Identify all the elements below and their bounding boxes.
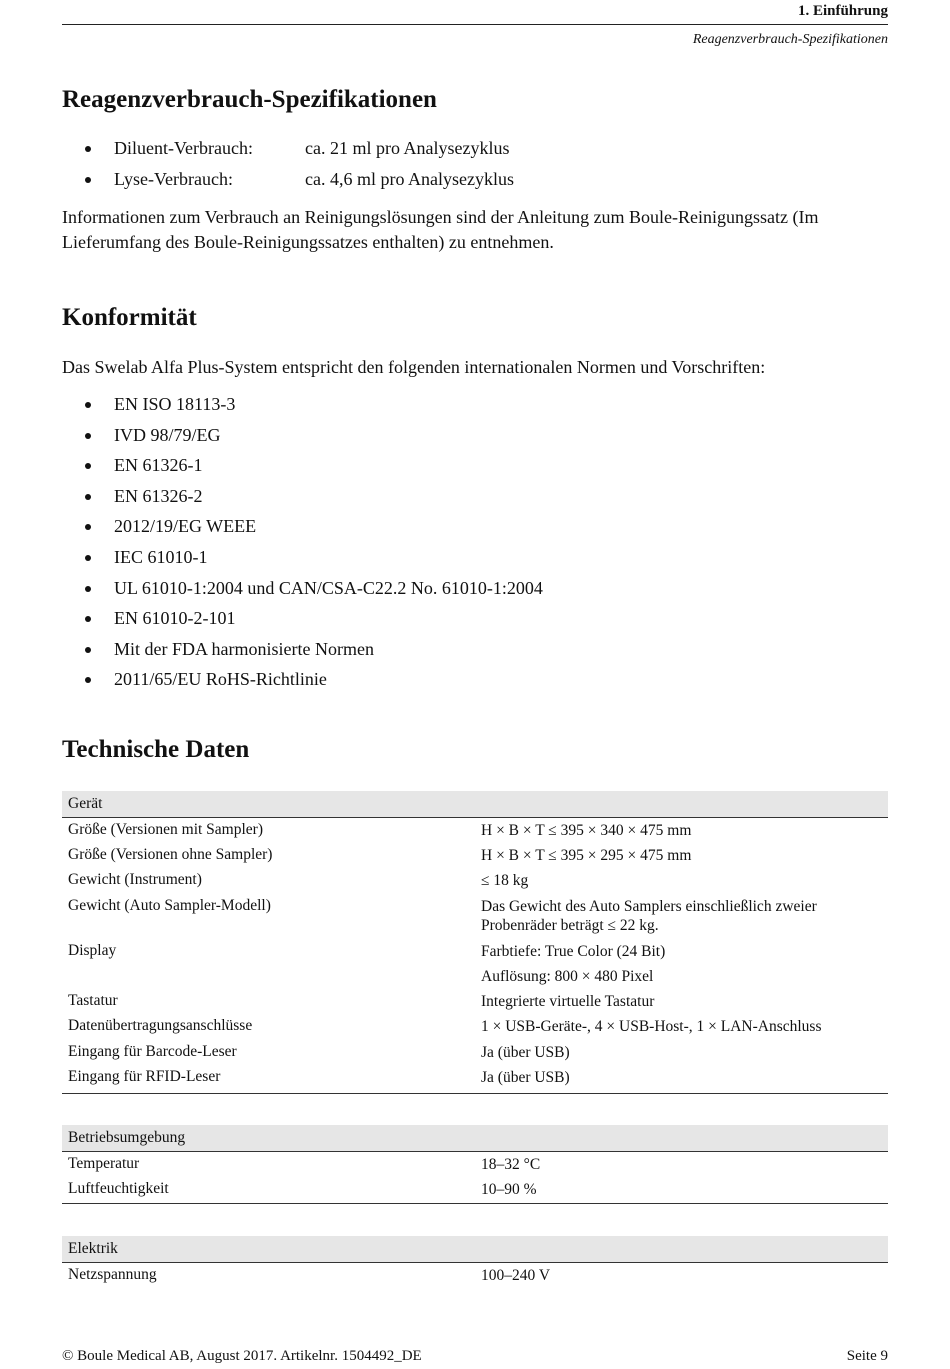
header-rule — [62, 24, 888, 25]
footer-copyright: © Boule Medical AB, August 2017. Artikelnr. 1504492_DE — [62, 1348, 422, 1364]
table-row: Tastatur Integrierte virtuelle Tastatur — [68, 992, 655, 1010]
bullet-icon — [85, 647, 91, 653]
environment-table — [62, 1125, 888, 1204]
technical-heading: Technische Daten — [62, 736, 250, 763]
table-row: Luftfeuchtigkeit 10–90 % — [62, 1177, 888, 1204]
table-row: Netzspannung 100–240 V — [68, 1266, 551, 1284]
table-row: Display Farbtiefe: True Color (24 Bit) — [68, 942, 666, 960]
device-table — [62, 791, 888, 1094]
bullet-icon — [85, 433, 91, 439]
reagent-note: Informationen zum Verbrauch an Reinigungslösungen sind der Anleitung zum Boule-Reinigungssatz (Im Lieferumfang des Boule-Reinigungssatzes enthalten) zu entnehmen. — [62, 207, 819, 252]
bullet-icon — [85, 555, 91, 561]
table-row: Temperatur 18–32 °C — [68, 1155, 541, 1173]
table-row: Gewicht (Instrument) ≤ 18 kg — [68, 871, 529, 889]
table-row: Gewicht (Auto Sampler-Modell) Das Gewicht des Auto Samplers einschließlich zweier Probenräder beträgt ≤ 22 kg. — [68, 897, 817, 934]
bullet-icon — [85, 524, 91, 530]
conformity-heading: Konformität — [62, 304, 197, 331]
page-number: Seite 9 — [846, 1348, 888, 1364]
conformity-intro: Das Swelab Alfa Plus-System entspricht den folgenden internationalen Normen und Vorschriften: — [62, 357, 766, 377]
environment-table-heading: Betriebsumgebung — [62, 1125, 888, 1152]
bullet-icon — [85, 402, 91, 408]
running-header-section: Reagenzverbrauch-Spezifikationen — [692, 32, 888, 47]
table-row: Eingang für RFID-Leser Ja (über USB) — [62, 1065, 888, 1094]
table-row: Größe (Versionen mit Sampler) H × B × T ≤ 395 × 340 × 475 mm — [68, 821, 692, 839]
table-row: Auflösung: 800 × 480 Pixel — [481, 968, 654, 985]
table-row: Datenübertragungsanschlüsse 1 × USB-Geräte-, 4 × USB-Host-, 1 × LAN-Anschluss — [68, 1017, 822, 1035]
bullet-icon — [85, 463, 91, 469]
table-row: Größe (Versionen ohne Sampler) H × B × T ≤ 395 × 295 × 475 mm — [68, 846, 692, 864]
table-row: Eingang für Barcode-Leser Ja (über USB) — [68, 1043, 570, 1061]
electric-table — [62, 1236, 888, 1289]
bullet-icon — [85, 616, 91, 622]
bullet-icon — [85, 677, 91, 683]
bullet-icon — [85, 586, 91, 592]
bullet-icon — [85, 146, 91, 152]
reagent-heading: Reagenzverbrauch-Spezifikationen — [62, 86, 437, 113]
running-header-chapter: 1. Einführung — [797, 3, 888, 19]
device-table-heading: Gerät — [62, 791, 888, 818]
electric-table-heading: Elektrik — [62, 1236, 888, 1263]
bullet-icon — [85, 177, 91, 183]
bullet-icon — [85, 494, 91, 500]
